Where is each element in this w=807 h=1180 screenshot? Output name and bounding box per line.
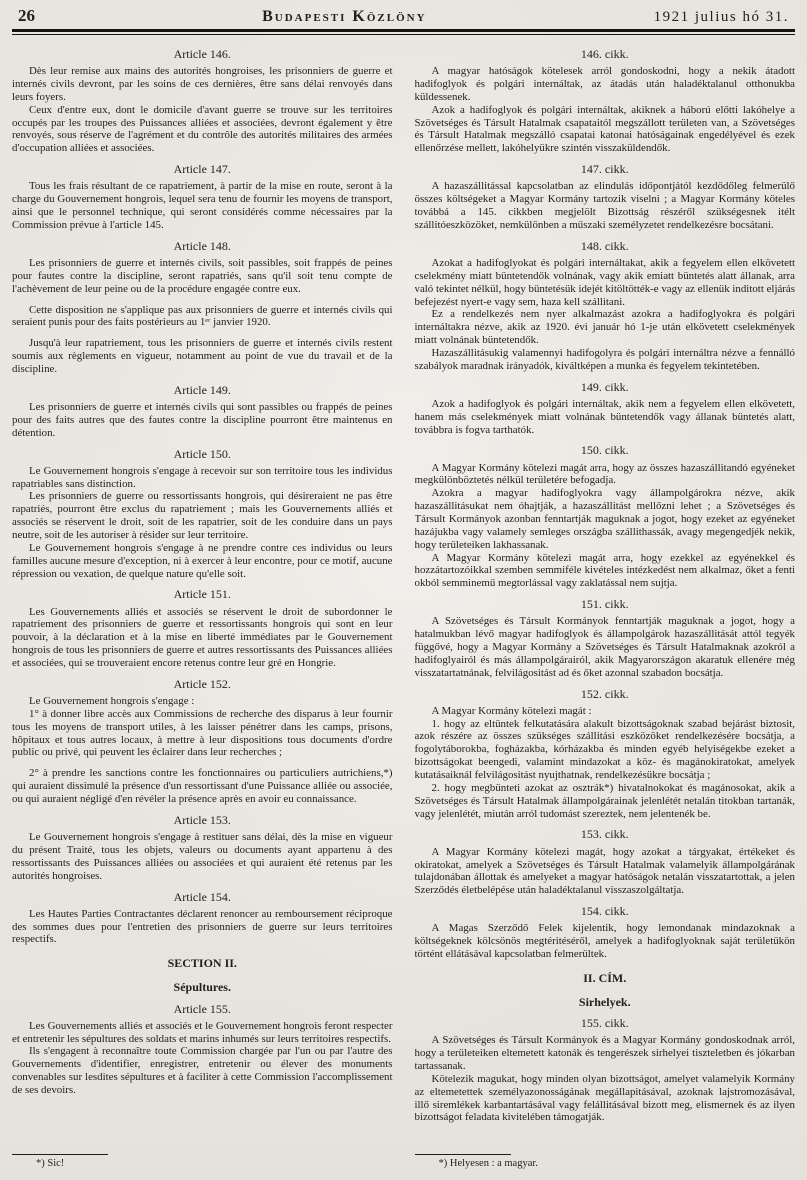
- article-heading: Article 151.: [173, 587, 231, 602]
- article-heading: Article 148.: [173, 238, 231, 253]
- paragraph: Tous les frais résultant de ce rapatriement, à partir de la mise en route, seront à la charge du Gouvernement hongrois, lequel sera tenu de fournir les moyens de transport, ainsi que le personnel technique, qui seront considérés comme nécessaires par la Commission prévue à l'article 145.: [12, 180, 393, 231]
- paragraph: A Szövetséges és Társult Kormányok és a Magyar Kormány gondoskodnak arról, hogy a területeiken eltemetett katonák és tengerészek sirhelyei tiszteletben és jókarban tartassanak.: [414, 1034, 795, 1072]
- article-heading: Article 153.: [173, 812, 231, 827]
- paragraph: 1° à donner libre accès aux Commissions de recherche des disparus à leur fournir tous les moyens de transport utiles, à les laisser pénétrer dans les camps, prisons, hôpitaux et tous autres locaux, à mettre à leur dispositions tous documents d'ordre public ou privé, qui peuvent les éclairer dans leur recherches ;: [12, 707, 393, 759]
- paragraph: Les prisonniers de guerre et internés civils qui sont passibles ou frappés de peines pour des faits autres que des fautes contre la discipline pourront être maintenus en détention.: [12, 400, 393, 439]
- footnote-text: *) Helyesen : a magyar.: [438, 1157, 538, 1169]
- article-heading: 146. cikk.: [580, 47, 629, 61]
- paragraph: A Magyar Kormány kötelezi magát arra, hogy ezekkel az egyénekkel és hozzátartozóikkal szemben semmiféle kivételes intézkedést nem alkalmaz, őket a fenti okból semminemű megtorlással vagy zaklatással nem sujtja.: [414, 551, 795, 590]
- paragraph: Jusqu'à leur rapatriement, tous les prisonniers de guerre et internés civils restent soumis aux règlements en vigueur, notamment au point de vue du travail et de la discipline.: [12, 337, 393, 375]
- french-footnote: [12, 1146, 393, 1170]
- page-header: [12, 5, 795, 29]
- header-rule: [12, 29, 795, 35]
- paragraph: Les prisonniers de guerre et internés civils, soit passibles, soit frappés de peines pour fautes contre la discipline, seront rapatriés, sans qu'il soit tenu compte de l'achèvement de leur peine ou de la procédure engagée contre eux.: [12, 256, 393, 295]
- paragraph: Les Gouvernements alliés et associés et le Gouvernement hongrois feront respecter et entretenir les sépultures des soldats et marins inhumés sur leurs territoires respectifs.: [12, 1019, 393, 1045]
- paragraph: A Magas Szerződő Felek kijelentik, hogy lemondanak mindazoknak a költségeknek kölcsönös megtéritéséről, amelyek a hadifoglyoknak saját területükön történt ellátásával kapcsolatban felmerültek.: [414, 922, 795, 960]
- footnote-rule: [415, 1154, 511, 1155]
- paragraph: A Magyar Kormány kötelezi magát, hogy azokat a tárgyakat, értékeket és okiratokat, amelyek a Szövetséges és Társult Hatalmak valamelyik állampolgárának tulajdonában állottak és amelyeket a magyar hatóságok netalán visszatartottak, a jelen Szerződés életbelépése után haladéktalanul visszaszolgáltatja.: [414, 845, 795, 897]
- section-heading: Sirhelyek.: [578, 994, 631, 1009]
- article-heading: 152. cikk.: [580, 686, 629, 701]
- masthead-title: Budapesti Közlöny: [262, 8, 427, 25]
- article-heading: Article 154.: [173, 889, 231, 904]
- paragraph: Le Gouvernement hongrois s'engage à recevoir sur son territoire tous les individus rapatriables sans distinction.: [12, 464, 393, 490]
- article-heading: 149. cikk.: [580, 379, 629, 394]
- paragraph: A magyar hatóságok kötelesek arról gondoskodni, hogy a nekik átadott hadifoglyok és polgári internáltak, az átadás után haladéktalanul otthonukba küldessenek.: [414, 65, 795, 103]
- article-heading: Article 152.: [173, 676, 231, 691]
- page-number: 26: [18, 6, 35, 25]
- paragraph: Les prisonniers de guerre ou ressortissants hongrois, qui désireraient ne pas être rapatriés, pourront être exclus du rapatriement ; mais les Gouvernements alliés et associés se réservent le droit, soit de les rapatrier, soit de les conduire dans un pays neutre, soit de les autoriser à résider sur leur territoire.: [12, 490, 393, 541]
- paragraph: Dès leur remise aux mains des autorités hongroises, les prisonniers de guerre et internés civils devront, par les soins de ces dernières, être sans délai renvoyés dans leurs foyers.: [12, 65, 393, 103]
- article-heading: 150. cikk.: [580, 443, 629, 458]
- paragraph: Azok a hadifoglyok és polgári internáltak, akik nem a fegyelem ellen elkövetett, hanem más cselekmények miatt volnának büntetendők vagy állanak büntetés alatt, továbbra is fogva tarthatók.: [414, 397, 795, 436]
- french-column: [12, 40, 393, 1170]
- hungarian-column: [415, 40, 796, 1170]
- paragraph: Les Gouvernements alliés et associés se réservent le droit de subordonner le rapatriement des prisonniers de guerre et ressortissants hongrois qui sont en leur pouvoir, à la déclaration et à la mise en liberté immédiates par le Gouvernement hongrois de tous les prisonniers de guerre et autres ressortissants des Puissances alliées et associées, qui se trouveraient encore retenus contre leur gré en Hongrie.: [12, 605, 393, 670]
- paragraph: Azokra a magyar hadifoglyokra vagy állampolgárokra nézve, akik hazaszállitásukat nem óhajtják, a hazaszállitást mellőzni lehet ; a Szövetséges és Társult Kormányok azonban fenntartják maguknak a jogot, hogy ezeket az egyéneket hazájukba vagy valamely semleges országba szállithassák, avagy megengedjék nekik, hogy területeiken lakhassanak.: [414, 487, 795, 551]
- paragraph: Azok a hadifoglyok és polgári internáltak, akiknek a háború előtti lakóhelye a Szövetséges és Társult Hatalmak csapataitól megszállott területen van, a Szövetséges és Társult Hatalmak megszálló csapatai katonai hatóságainak engedélyével és ezek ellenőrzése mellett, lakóhelyükre szintén visszaküldendők.: [414, 103, 795, 155]
- article-heading: 155. cikk.: [580, 1016, 629, 1031]
- article-heading: 151. cikk.: [580, 597, 629, 612]
- footnote-text: *) Sic!: [36, 1157, 65, 1169]
- paragraph: Ceux d'entre eux, dont le domicile d'avant guerre se trouve sur les territoires occupés par les troupes des Puissances alliées et associées, devront également y être renvoyés, sous réserve de l'agrément et du contrôle des autorités militaires des armées d'occupation alliées et associées.: [12, 103, 393, 155]
- article-heading: Article 146.: [173, 47, 231, 61]
- paragraph: Le Gouvernement hongrois s'engage à ne prendre contre ces individus ou leurs familles aucune mesure d'exception, ni à exercer à leur encontre, pour ce motif, aucune répression ou vexation, de quelque nature qu'elle soit.: [12, 541, 393, 580]
- paragraph: Ez a rendelkezés nem nyer alkalmazást azokra a hadifoglyokra és polgári internáltakra nézve, akik az 1920. évi január hó 1-je után elkövetett cselekmények miatt volnának büntetendők.: [414, 308, 795, 347]
- paragraph: Azokat a hadifoglyokat és polgári internáltakat, akik a fegyelem ellen elkövetett cselekmény miatt büntetendők volnának, vagy akik emiatt büntetés alatt állanak, arra való tekintet nélkül, hogy büntetésük idejét kitöltötték-e vagy az ellenük inditott eljárás befejezést nyert-e vagy sem, haza kell szállitani.: [414, 256, 795, 308]
- two-column-body: [12, 40, 795, 1170]
- french-column-blocks: [12, 40, 393, 1097]
- paragraph: Les Hautes Parties Contractantes déclarent renoncer au remboursement réciproque des sommes dues pour l'entretien des prisonniers de guerre sur leurs territoires respectifs.: [12, 907, 393, 946]
- article-heading: Article 150.: [173, 446, 231, 461]
- paragraph: 2. hogy megbünteti azokat az osztrák*) hivatalnokokat és magánosokat, akik a Szövetséges és Társult Hatalmak állampolgárainak jelenlétét netalán titokban tartanák, vagy jelenlétét, miután arról tudomást szereztek, nem jelentenék be.: [414, 781, 795, 820]
- paragraph: A hazaszállitással kapcsolatban az elindulás időpontjától kezdődőleg felmerülő összes költségeket a Magyar Kormány tartozik viselni ; a Magyar Kormány köteles továbbá a 145. cikkben megjelölt Bizottság részéről szükségesnek itélt szállitóeszközöket, nemkülönben a műszaki személyzetet rendelkezésre bocsátani.: [414, 180, 795, 231]
- paragraph: 1. hogy az eltüntek felkutatására alakult bizottságoknak szabad bejárást biztosit, azok részére az összes szükséges szállitási eszközöket rendelkezésére bocsátja, a fogolytáborokba, fogházakba, kórházakba és minden egyéb helyiségekbe ezeket a bizottságokat beengedi, valamint mindazokat a köz- és magánokiratokat, amelyek kutatásaiknál felvilágositást nyujthatnak, rendelkezésükre bocsátja ;: [414, 717, 795, 782]
- article-heading: Article 147.: [173, 162, 231, 177]
- paragraph: A Magyar Kormány kötelezi magát :: [431, 704, 592, 717]
- article-heading: 153. cikk.: [580, 827, 629, 842]
- hungarian-footnote: [415, 1146, 796, 1170]
- paragraph: Kötelezik magukat, hogy minden olyan bizottságot, amelyet valamelyik Kormány az eltemetettek személyazonosságának megállapitásával, azoknak lajstromozásával, illő siremlékek karbantartásával vagy felállitásával bizott meg, elismernek és az ilyen bizottságot feladata kivitelében támogatják.: [414, 1072, 795, 1124]
- paragraph: Cette disposition ne s'applique pas aux prisonniers de guerre et internés civils qui seraient punis pour des faits postérieurs au 1ᵉʳ janvier 1920.: [12, 303, 393, 329]
- article-heading: Article 155.: [173, 1001, 231, 1016]
- paragraph: Hazaszállitásukig valamennyi hadifogolyra és polgári internáltra nézve a fennálló szabályok maradnak irányadók, kiváltképen a munka és fegyelem tekintetében.: [414, 346, 795, 372]
- paragraph: Le Gouvernement hongrois s'engage à restituer sans délai, dès la mise en vigueur du présent Traité, tous les objets, valeurs ou documents ayant appartenu à des ressortissants des Puissances alliées ou associées et qui auraient été retenus par les autorités hongroises.: [12, 831, 393, 882]
- issue-date: 1921 julius hó 31.: [653, 9, 789, 25]
- section-heading: SECTION II.: [167, 956, 237, 971]
- section-heading: Sépultures.: [173, 980, 231, 995]
- hungarian-column-blocks: [415, 40, 796, 1124]
- article-heading: 154. cikk.: [580, 904, 629, 919]
- article-heading: Article 149.: [173, 382, 231, 397]
- paragraph: Ils s'engagent à reconnaître toute Commission chargée par l'un ou par l'autre des Gouvernements d'identifier, enregistrer, entretenir ou élever des monuments convenables sur lesdites sépultures et à faciliter à cette Commission l'accomplissement de ses devoirs.: [12, 1045, 393, 1096]
- paragraph: Le Gouvernement hongrois s'engage :: [29, 695, 195, 708]
- section-heading: II. CÍM.: [583, 970, 627, 985]
- paragraph: 2° à prendre les sanctions contre les fonctionnaires ou particuliers autrichiens,*) qui auraient dissimulé la présence d'un ressortissant d'une Puissance alliée ou associée, ou qui auraient négligé d'en révéler la présence après en avoir eu connaissance.: [12, 767, 393, 806]
- paragraph: A Szövetséges és Társult Kormányok fenntartják maguknak a jogot, hogy a hatalmukban lévő magyar hadifoglyok és állampolgárok hazaszállitását attól tegyék függővé, hogy a Magyar Kormány a Szövetséges és Társult Hatalmaknak azokról a hadifoglyairól és más állampolgárairól, akik Magyarországon akaratuk ellenére még visszatartatnának, felvilágositást ad és őket azonnal szabadon bocsátja.: [414, 615, 795, 679]
- article-heading: 147. cikk.: [580, 162, 629, 177]
- footnote-rule: [12, 1154, 108, 1155]
- paragraph: A Magyar Kormány kötelezi magát arra, hogy az összes hazaszállitandó egyéneket megkülönböztetés nélkül területére befogadja.: [414, 461, 795, 487]
- article-heading: 148. cikk.: [580, 238, 629, 253]
